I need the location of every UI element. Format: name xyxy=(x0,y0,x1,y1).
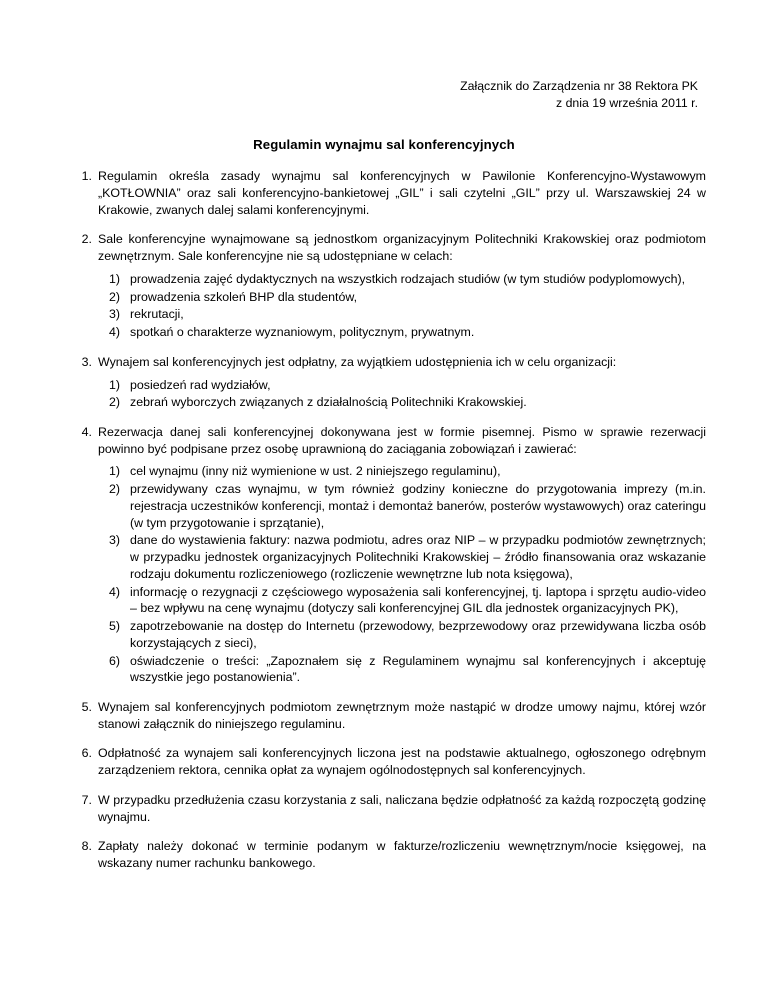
sub-item-marker: 2) xyxy=(108,482,120,497)
sub-item-marker: 6) xyxy=(108,653,120,668)
sub-list xyxy=(98,377,706,411)
sub-list-item xyxy=(98,481,706,531)
sub-item-text: prowadzenia szkoleń BHP dla studentów, xyxy=(130,289,358,304)
sub-item-marker: 1) xyxy=(108,271,120,286)
sub-list-item xyxy=(98,463,706,480)
page-title: Regulamin wynajmu sal konferencyjnych xyxy=(253,137,515,153)
item-marker: 5. xyxy=(81,700,92,715)
header-line-2: z dnia 19 września 2011 r. xyxy=(556,95,698,110)
list-item xyxy=(62,838,706,871)
sub-item-marker: 1) xyxy=(108,464,120,479)
item-text: Wynajem sal konferencyjnych podmiotom zewnętrznym może nastąpić w drodze umowy najmu, której wzór stanowi załącznik do niniejszego regulaminu. xyxy=(98,700,706,731)
sub-list xyxy=(98,463,706,686)
sub-item-text: przewidywany czas wynajmu, w tym również godziny konieczne do przygotowania imprezy (m.in. rejestracja uczestników konferencji, montaż i demontaż banerów, posterów wystawowych) oraz cateringu (w tym przygotowanie i sprzątanie), xyxy=(130,482,706,530)
sub-item-text: dane do wystawienia faktury: nazwa podmiotu, adres oraz NIP – w przypadku podmiotów zewnętrznych; w przypadku jednostek organizacyjnych Politechniki Krakowskiej – źródło finansowania oraz wskazanie rodzaju dokumentu rozliczeniowego (rozliczenie wewnętrzne lub nota księgowa), xyxy=(130,533,706,581)
item-text: Odpłatność za wynajem sali konferencyjnych liczona jest na podstawie aktualnego, ogłoszonego odrębnym zarządzeniem rektora, cennika opłat za wynajem ogólnodostępnych sal konferencyjnych. xyxy=(98,746,706,778)
item-text: Zapłaty należy dokonać w terminie podanym w fakturze/rozliczeniu wewnętrznym/nocie księgowej, na wskazany numer rachunku bankowego. xyxy=(98,839,706,871)
sub-item-marker: 4) xyxy=(108,325,120,340)
sub-list-item xyxy=(98,306,706,323)
item-text: Rezerwacja danej sali konferencyjnej dokonywana jest w formie pisemnej. Pismo w sprawie rezerwacji powinno być podpisane przez osobę uprawnioną do zaciągania zobowiązań i zawierać: xyxy=(98,425,706,456)
sub-item-marker: 4) xyxy=(108,584,120,599)
sub-item-text: zebrań wyborczych związanych z działalnością Politechniki Krakowskiej. xyxy=(130,395,527,410)
list-item xyxy=(62,168,706,218)
sub-list-item xyxy=(98,532,706,582)
item-marker: 6. xyxy=(81,746,92,761)
header-line-1: Załącznik do Zarządzenia nr 38 Rektora PK xyxy=(460,79,698,93)
item-marker: 3. xyxy=(81,354,92,369)
sub-list-item xyxy=(98,584,706,617)
list-item xyxy=(62,699,706,732)
sub-list-item xyxy=(98,289,706,306)
sub-item-text: posiedzeń rad wydziałów, xyxy=(130,377,271,392)
list-item xyxy=(62,354,706,411)
sub-list-item xyxy=(98,394,706,411)
sub-item-marker: 3) xyxy=(108,307,120,322)
regulation-list xyxy=(62,168,706,872)
item-text: W przypadku przedłużenia czasu korzystania z sali, naliczana będzie odpłatność za każdą rozpoczętą godzinę wynajmu. xyxy=(98,792,706,824)
list-item xyxy=(62,231,706,340)
item-text: Regulamin określa zasady wynajmu sal konferencyjnych w Pawilonie Konferencyjno-Wystawowym „KOTŁOWNIA” oraz sali konferencyjno-bankietowej „GIL” i sali czytelni „GIL” przy ul. Warszawskiej 24 w Krakowie, zwanych dalej salami konferencyjnymi. xyxy=(98,169,706,217)
sub-list-item xyxy=(98,271,706,288)
item-text: Wynajem sal konferencyjnych jest odpłatny, za wyjątkiem udostępnienia ich w celu organizacji: xyxy=(98,354,617,369)
sub-item-marker: 2) xyxy=(108,289,120,304)
sub-item-text: rekrutacji, xyxy=(130,307,184,322)
sub-list xyxy=(98,271,706,341)
sub-item-text: zapotrzebowanie na dostęp do Internetu (przewodowy, bezprzewodowy oraz przewidywana liczba osób korzystających z sieci), xyxy=(130,619,706,650)
item-marker: 8. xyxy=(81,839,92,854)
item-marker: 4. xyxy=(81,425,92,439)
list-item xyxy=(62,424,706,686)
list-item xyxy=(62,792,706,825)
sub-item-marker: 2) xyxy=(108,395,120,410)
sub-list-item xyxy=(98,618,706,651)
sub-item-text: informację o rezygnacji z częściowego wyposażenia sali konferencyjnej, tj. laptopa i sprzętu audio-video – bez wpływu na cenę wynajmu (dotyczy sali konferencyjnej GIL dla jednostek organizacyjnych PK), xyxy=(130,584,706,616)
item-marker: 2. xyxy=(81,232,92,247)
sub-item-marker: 3) xyxy=(108,533,120,548)
document-header xyxy=(62,78,706,111)
sub-item-marker: 1) xyxy=(108,377,120,392)
sub-list-item xyxy=(98,377,706,394)
item-marker: 1. xyxy=(81,169,92,184)
sub-item-text: cel wynajmu (inny niż wymienione w ust. 2 niniejszego regulaminu), xyxy=(130,464,501,479)
item-marker: 7. xyxy=(81,792,92,807)
sub-item-text: spotkań o charakterze wyznaniowym, politycznym, prywatnym. xyxy=(130,325,475,340)
list-item xyxy=(62,745,706,778)
sub-item-text: prowadzenia zajęć dydaktycznych na wszystkich rodzajach studiów (w tym studiów podyplomowych), xyxy=(130,271,686,286)
item-text: Sale konferencyjne wynajmowane są jednostkom organizacyjnym Politechniki Krakowskiej oraz podmiotom zewnętrznym. Sale konferencyjne nie są udostępniane w celach: xyxy=(98,232,706,264)
sub-list-item xyxy=(98,324,706,341)
sub-item-marker: 5) xyxy=(108,619,120,634)
sub-item-text: oświadczenie o treści: „Zapoznałem się z Regulaminem wynajmu sal konferencyjnych i akceptuję wszystkie jego postanowienia”. xyxy=(130,653,706,685)
sub-list-item xyxy=(98,653,706,686)
